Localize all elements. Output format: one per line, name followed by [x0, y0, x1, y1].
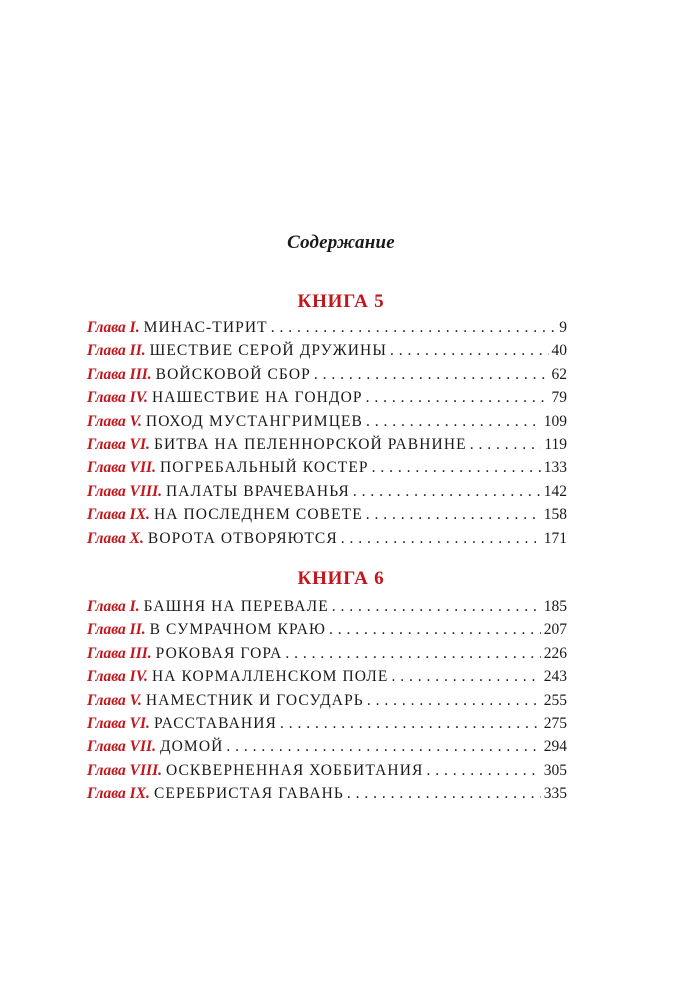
chapter-label: Глава I.	[87, 319, 140, 336]
toc-entry[interactable]	[87, 642, 567, 665]
dot-leader	[329, 618, 541, 641]
chapter-label: Глава X.	[87, 529, 144, 547]
book-heading: КНИГА 5	[297, 291, 385, 312]
dot-leader	[366, 386, 549, 409]
chapter-title: БИТВА НА ПЕЛЕННОРСКОЙ РАВНИНЕ	[153, 435, 467, 453]
chapter-title: НА ПОСЛЕДНЕМ СОВЕТЕ	[153, 506, 363, 524]
toc-entry[interactable]	[87, 595, 567, 618]
page-number: 142	[543, 482, 567, 500]
toc-entry[interactable]	[87, 410, 567, 433]
toc-entry[interactable]	[87, 339, 567, 362]
chapter-label: Глава II.	[87, 621, 146, 639]
toc-entry[interactable]	[87, 386, 567, 409]
page-number: 305	[543, 761, 567, 779]
chapter-label: Глава III.	[87, 644, 152, 662]
chapter-label: Глава VI.	[87, 435, 150, 453]
dot-leader	[366, 503, 541, 526]
chapter-title: ПОХОД МУСТАНГРИМЦЕВ	[145, 412, 363, 430]
chapter-title: НА КОРМАЛЛЕНСКОМ ПОЛЕ	[151, 668, 389, 686]
chapter-title: РОКОВАЯ ГОРА	[155, 644, 283, 662]
chapter-label: Глава IX.	[87, 785, 150, 803]
dot-leader	[426, 759, 540, 782]
dot-leader	[366, 410, 541, 433]
dot-leader	[280, 712, 541, 735]
chapter-title: ОСКВЕРНЕННАЯ ХОББИТАНИЯ	[166, 761, 424, 779]
chapter-label: Глава IV.	[87, 668, 148, 686]
chapter-title: В СУМРАЧНОМ КРАЮ	[149, 621, 327, 639]
chapter-title: ПОГРЕБАЛЬНЫЙ КОСТЕР	[159, 459, 369, 477]
toc-entry[interactable]	[87, 735, 567, 758]
dot-leader	[341, 527, 541, 550]
toc-entry[interactable]	[87, 618, 567, 641]
dot-leader	[470, 433, 542, 456]
page-number: 335	[543, 785, 567, 803]
page-title: Содержание	[287, 232, 395, 253]
toc-entry[interactable]	[87, 433, 567, 456]
page-number: 109	[543, 412, 567, 430]
chapter-label: Глава V.	[87, 412, 142, 430]
toc-list-book-6	[87, 595, 567, 806]
chapter-label: Глава VIII.	[87, 761, 162, 779]
toc-entry[interactable]	[87, 665, 567, 688]
page-number: 79	[551, 389, 567, 407]
chapter-title: ДОМОЙ	[159, 738, 224, 756]
dot-leader	[226, 735, 540, 758]
chapter-label: Глава IV.	[87, 389, 148, 407]
chapter-title: ШЕСТВИЕ СЕРОЙ ДРУЖИНЫ	[149, 342, 387, 360]
dot-leader	[332, 595, 541, 618]
toc-entry[interactable]	[87, 456, 567, 479]
toc-entry[interactable]	[87, 316, 567, 339]
page-number: 243	[543, 668, 567, 686]
book-heading: КНИГА 6	[297, 568, 385, 589]
page-number: 294	[543, 738, 567, 756]
page-number: 119	[544, 435, 567, 453]
dot-leader	[390, 339, 549, 362]
chapter-label: Глава IX.	[87, 506, 150, 524]
toc-entry[interactable]	[87, 689, 567, 712]
dot-leader	[285, 642, 540, 665]
dot-leader	[391, 665, 540, 688]
page-number: 62	[551, 365, 567, 383]
page-number: 171	[543, 529, 567, 547]
toc-entry[interactable]	[87, 363, 567, 386]
page-number: 185	[543, 598, 567, 615]
chapter-title: РАССТАВАНИЯ	[153, 714, 277, 732]
chapter-label: Глава VIII.	[87, 482, 162, 500]
dot-leader	[353, 480, 541, 503]
chapter-label: Глава VII.	[87, 738, 156, 756]
page-number: 158	[543, 506, 567, 524]
page-number: 40	[551, 342, 567, 360]
page-number: 207	[543, 621, 567, 639]
chapter-title: ПАЛАТЫ ВРАЧЕВАНЬЯ	[166, 482, 350, 500]
chapter-title: ВОРОТА ОТВОРЯЮТСЯ	[147, 529, 338, 547]
chapter-title: БАШНЯ НА ПЕРЕВАЛЕ	[143, 598, 329, 615]
page-number: 255	[543, 691, 567, 709]
toc-entry[interactable]	[87, 480, 567, 503]
toc-entry[interactable]	[87, 527, 567, 550]
chapter-label: Глава I.	[87, 598, 140, 615]
toc-entry[interactable]	[87, 712, 567, 735]
page-number: 275	[543, 714, 567, 732]
toc-entry[interactable]	[87, 782, 567, 805]
chapter-label: Глава III.	[87, 365, 152, 383]
page-number: 133	[543, 459, 567, 477]
chapter-title: МИНАС-ТИРИТ	[143, 319, 268, 336]
dot-leader	[314, 363, 549, 386]
chapter-label: Глава V.	[87, 691, 142, 709]
dot-leader	[271, 316, 557, 339]
chapter-label: Глава VII.	[87, 459, 156, 477]
chapter-title: НАМЕСТНИК И ГОСУДАРЬ	[145, 691, 364, 709]
chapter-label: Глава II.	[87, 342, 146, 360]
page-number: 226	[543, 644, 567, 662]
dot-leader	[372, 456, 541, 479]
toc-list-book-5	[87, 316, 567, 550]
dot-leader	[367, 689, 541, 712]
chapter-label: Глава VI.	[87, 714, 150, 732]
page-number: 9	[559, 319, 567, 336]
chapter-title: НАШЕСТВИЕ НА ГОНДОР	[151, 389, 363, 407]
chapter-title: СЕРЕБРИСТАЯ ГАВАНЬ	[153, 785, 344, 803]
toc-entry[interactable]	[87, 759, 567, 782]
dot-leader	[347, 782, 541, 805]
toc-entry[interactable]	[87, 503, 567, 526]
chapter-title: ВОЙСКОВОЙ СБОР	[155, 365, 311, 383]
